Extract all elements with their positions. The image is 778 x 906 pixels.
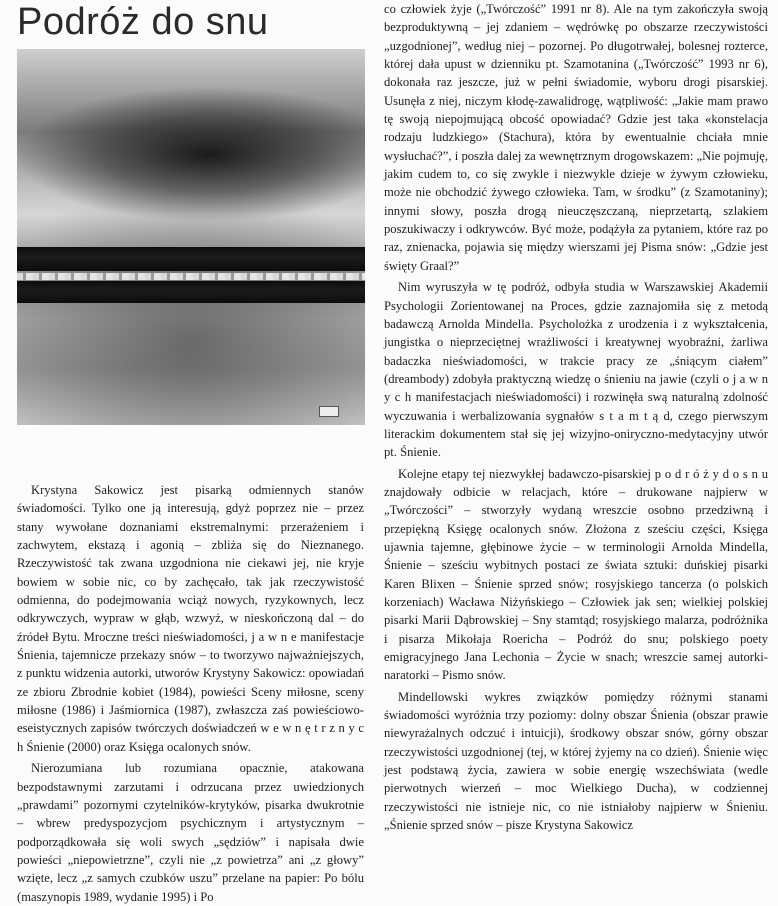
photo-dark-band-bottom bbox=[17, 281, 365, 303]
paragraph: Nim wyruszyła w tę podróż, odbyła studia w Warszawskiej Akademii Psychologii Zorientowanej na Proces, gdzie zaznajomiła się z metodą badawczą Arnolda Mindella. Psycholożka z urodzenia i z wykształcenia, jungistka o nieprzeciętnej wrażliwości i kreatywnej wyobraźni, żarliwa badaczka nieświadomości, w trakcie pracy ze „śniącym ciałem” (dreambody) zdobyła praktyczną wiedzę o śnieniu na jawie (czyli o j a w n y c h manifestacjach nieświadomości) i rozwinęła swą naturalną zdolność wyczuwania i werbalizowania sygnałów s t a m t ą d, czego pierwszym literackim dokumentem stał się jej wizyjno-oniryczno-medytacyjny utwór pt. Śnienie. bbox=[384, 280, 768, 460]
photo-light-slit bbox=[17, 273, 365, 280]
article-title: Podróż do snu bbox=[17, 1, 269, 43]
article-photo bbox=[17, 49, 365, 425]
paragraph: Krystyna Sakowicz jest pisarką odmiennych stanów świadomości. Tylko one ją interesują, gdyż poprzez nie – przez stany wywołane doznaniami ekstremalnymi: przerażeniem i zachwytem, ekstazą i agonią – zbliża się do Nieznanego. Rzeczywistość tak zwana uzgodniona nie ciekawi jej, nie kryje bowiem w sobie nic, co by zachęcało, tak jak rzeczywistość odmienna, do podejmowania wciąż nowych, ryzykownych, lecz odkrywczych, wypraw w głąb, wzwyż, w nieskończoną dal – do źródeł Bytu. Mroczne treści nieświadomości, j a w n e manifestacje Śnienia, tajemnicze przekazy snów – to tworzywo najważniejszych, z punktu widzenia autorki, utworów Krystyny Sakowicz: opowiadań ze zbioru Zbrodnie kobiet (1984), powieści Sceny miłosne, sceny miłosne (1986) i Jaśmiornica (1987), zwłaszcza zaś powieściowo-eseistycznych zapisów twórczych doświadczeń w e w n ę t r z n y c h Śnienie (2000) oraz Księga ocalonych snów. bbox=[17, 483, 364, 754]
paragraph: Mindellowski wykres związków pomiędzy różnymi stanami świadomości wyróżnia trzy poziomy: dolny obszar Śnienia (obszar prawie niewyrażalnych odczuć i intuicji), środkowy obszar snów, górny obszar rzeczywistości uzgodnionej (tej, w której żyjemy na co dzień). Śnienie więc jest podstawą życia, zawiera w sobie energię wszechświata (wedle pierwotnych wierzeń – moc Wielkiego Ducha), w codziennej rzeczywistości nie istnieje nic, co nie istniałoby najpierw w Śnieniu. „Śnienie sprzed snów – pisze Krystyna Sakowicz bbox=[384, 689, 768, 833]
left-column bbox=[17, 481, 364, 906]
photo-frame-mark bbox=[319, 406, 339, 417]
paragraph: Nierozumiana lub rozumiana opacznie, atakowana bezpodstawnymi zarzutami i odrzucana przez uwiedzionych „prawdami” pozornymi czytelników-krytyków, pisarka dwukrotnie – wbrew predyspozycjom psychicznym i artystycznym – podporządkowała się woli swych „sędziów” i napisała dwie powieści „niepowietrzne”, czyli nie „z powietrza” ani „z głowy” wzięte, lecz „z samych czubków uszu” przelane na papier: Po bólu (maszynopis 1989, wydanie 1995) i Po bbox=[17, 761, 364, 904]
paragraph: co człowiek żyje („Twórczość” 1991 nr 8). Ale na tym zakończyła swoją bezproduktywną – jej zdaniem – wędrówkę po obszarze rzeczywistości „uzgodnionej”, według niej – pozornej. Po długotrwałej, bolesnej rozterce, której dała upust w dzienniku pt. Szamotanina („Twórczość” 1993 nr 6), dokonała raz jeszcze, już w pełni świadomie, wyboru drogi pisarskiej. Usunęła z niej, niczym kłodę-zawalidrogę, wątpliwość: „Jakie mam prawo tę swoją niepojmującą obcość opowiadać? Gdzie jest taka «konstelacja rodzaju ludzkiego» (Stachura), która by ewentualnie chciała mnie wysłuchać?”, i poszła dalej za wewnętrznym drogowskazem: „Nie pojmuję, jakim cudem to, co się zwykle i niezwykle dzieje w żywym człowieku, może nie obchodzić żywego człowieka. Tam, w środku” (z Szamotaniny); innymi słowy, poszła drogą nieuczęszczaną, nieprzetartą, szlakiem poszukiwaczy i odkrywców. Być może, podążyła za pytaniem, które raz po raz, znienacka, pojawia się między wierszami jej Pisma snów: „Gdzie jest święty Graal?” bbox=[384, 2, 768, 273]
right-column bbox=[384, 0, 768, 834]
photo-dark-band-top bbox=[17, 247, 365, 271]
paragraph: Kolejne etapy tej niezwykłej badawczo-pisarskiej p o d r ó ż y d o s n u znajdowały odbicie w relacjach, które – drukowane najpierw w „Twórczości” – stworzyły wydaną wreszcie osobno przedziwną i przepiękną Księgę ocalonych snów. Złożona z sześciu części, Księga ujawnia tajemne, głębinowe życie – w terminologii Arnolda Mindella, Śnienie – sześciu wybitnych postaci ze świata sztuki: duńskiej pisarki Karen Blixen – Śnienie sprzed snów; rosyjskiego tancerza (o polskich korzeniach) Wacława Niżyńskiego – Człowiek jak sen; wielkiej polskiej pisarki Marii Dąbrowskiej – Sny stamtąd; rosyjskiego malarza, podróżnika i pisarza Mikołaja Roericha – Podróż do snu; polskiego poety emigracyjnego Jana Lechonia – Życie w snach; wreszcie samej autorki-naratorki – Pismo snów. bbox=[384, 466, 768, 683]
